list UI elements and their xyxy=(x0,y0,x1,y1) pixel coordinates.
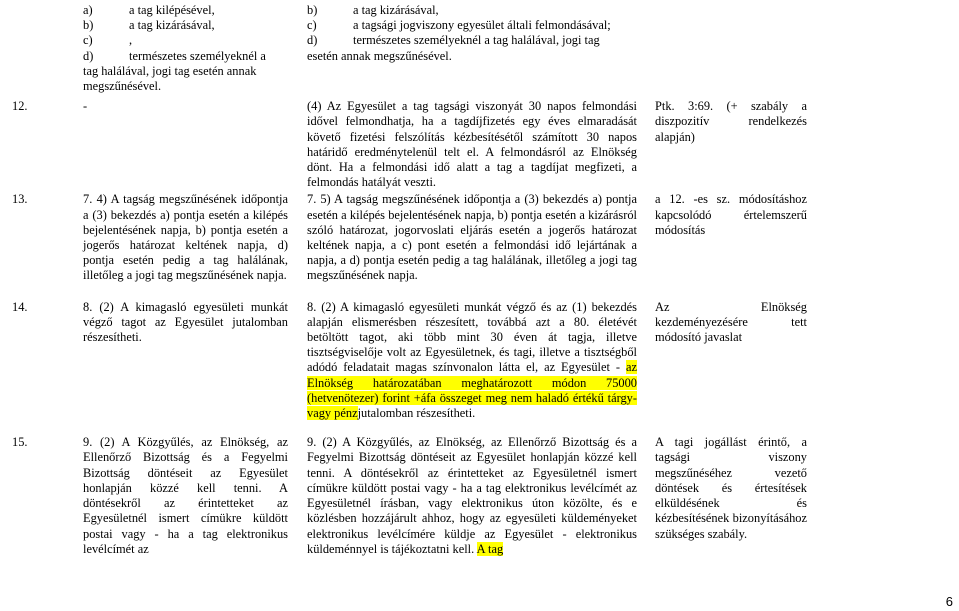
justification-cell: A tagi jogállást érintő, a tagsági viszony megszűnéséhez vezető döntések és értesítések elküldésének és kézbesítésének bizonyításához szükséges szabály. xyxy=(655,435,807,541)
proposed-text-cell: 8. (2) A kimagasló egyesületi munkát végző és az (1) bekezdés alapján elismerésben részesített, továbbá azt a 80. életévét betöltött tagot, aki több mint 30 éven át tagja, illetve tisztségviselője volt az Egyesületnek, és tagi, illetve a tisztségből adódó feladatait magas színvonalon látta el, az Egyesület - az Elnökség határozatában meghatározott módon 75000 (hetvenötezer) forint +áfa összeget meg nem haladó értékű tárgy-vagy pénzjutalomban részesítheti. xyxy=(307,299,637,421)
justification-cell: Ptk. 3:69. (+ szabály a diszpozitív rendelkezés alapján) xyxy=(655,99,807,144)
row-number: 14. xyxy=(12,299,28,314)
table-row xyxy=(0,94,959,190)
justification-cell: a 12. -es sz. módosításhoz kapcsolódó értelemszerű módosítás xyxy=(655,192,807,237)
list-item: c) , xyxy=(83,33,133,48)
highlighted-text: A tag xyxy=(476,541,504,556)
row-number: 12. xyxy=(12,99,28,114)
list-item: d) természetes személyeknél a xyxy=(83,48,266,63)
list-item: a) a tag kilépésével, xyxy=(83,3,215,17)
current-text-cell: 9. (2) A Közgyűlés, az Elnökség, az Ellenőrző Bizottság és a Fegyelmi Bizottság döntéseit az Egyesület honlapján közzé kell tenni. A döntésekről az érintetteket az Egyesületnél ismert címükre küldött postai vagy - ha a tag elektronikus levélcímét az xyxy=(83,435,288,556)
table-row xyxy=(0,190,959,283)
proposed-text-cell xyxy=(302,0,646,94)
highlighted-text: az Elnökség határozatában meghatározott módon 75000 (hetvenötezer) forint +áfa összeget meg nem haladó értékű tárgy-vagy pénz xyxy=(307,360,637,421)
proposed-text-cell: 7. 5) A tagság megszűnésének időpontja a (3) bekezdés a) pontja esetén a kilépés bejelentésének napja, b) pontja esetén a kizárásról szóló határozat, jogorvoslati eljárás esetén a jogerős határozat keltének napja, a c) pont esetén a felmondási idő lejártának a napja, a d) pontja esetén pedig a tag halálának, illetőleg a jogi tag megszűnésének napja. xyxy=(307,192,637,283)
current-text-cell: - xyxy=(83,99,88,114)
list-tail: tag halálával, jogi tag esetén annak megszűnésével. xyxy=(83,63,257,94)
table-row xyxy=(0,284,959,422)
row-number: 15. xyxy=(12,435,28,450)
justification-cell: Az Elnökség kezdeményezésére tett módosító javaslat xyxy=(655,299,807,345)
list-item: b) a tag kizárásával, xyxy=(307,3,439,17)
proposed-text-cell: (4) Az Egyesület a tag tagsági viszonyát 30 napos felmondási idővel felmondhatja, ha a tagdíjfizetés egy éves elmaradását követő fizetési felszólítás kézbesítésétől számított 30 napos határidő eredménytelenül telt el. A felmondásról az Elnökség dönt. Ha a felmondási idő alatt a tag a tagdíjat megfizeti, a felmondás hatályát veszti. xyxy=(307,99,637,190)
page-number: 6 xyxy=(945,593,953,609)
list-item: d) természetes személyeknél a tag halálával, jogi tag xyxy=(307,33,600,48)
row-number xyxy=(0,0,46,94)
current-text-cell xyxy=(46,0,302,94)
justification-cell xyxy=(646,0,812,94)
list-item: b) a tag kizárásával, xyxy=(83,18,215,33)
current-text-cell: 8. (2) A kimagasló egyesületi munkát végző tagot az Egyesület jutalomban részesítheti. xyxy=(83,299,288,345)
proposed-text-cell: 9. (2) A Közgyűlés, az Elnökség, az Ellenőrző Bizottság és a Fegyelmi Bizottság döntéseit az Egyesület honlapján közzé kell tenni. A döntésekről az érintetteket az Egyesületnél ismert címükre küldött postai vagy - ha a tag elektronikus levélcímét az Egyesületnél írásban, vagy elektronikus úton közölte, és e közlésben hozzájárult ahhoz, hogy az egyesületi küldeményeket elektronikus levélcímére küldje az Egyesület - elektronikus küldeménnyel is tájékoztatni kell. A tag xyxy=(307,435,637,556)
current-text-cell: 7. 4) A tagság megszűnésének időpontja a (3) bekezdés a) pontja esetén a kilépés bejelentésének napja, b) pontja esetén a jogerős határozat keltének napja, d) pontja esetén pedig a tag halálának, illetőleg a jogi tag megszűnésének napja. xyxy=(83,192,288,283)
table-row xyxy=(0,0,959,94)
list-tail: esetén annak megszűnésével. xyxy=(307,48,452,63)
row-number: 13. xyxy=(12,192,28,207)
table-row xyxy=(0,421,959,557)
list-item: c) a tagsági jogviszony egyesület általi felmondásával; xyxy=(307,18,611,33)
